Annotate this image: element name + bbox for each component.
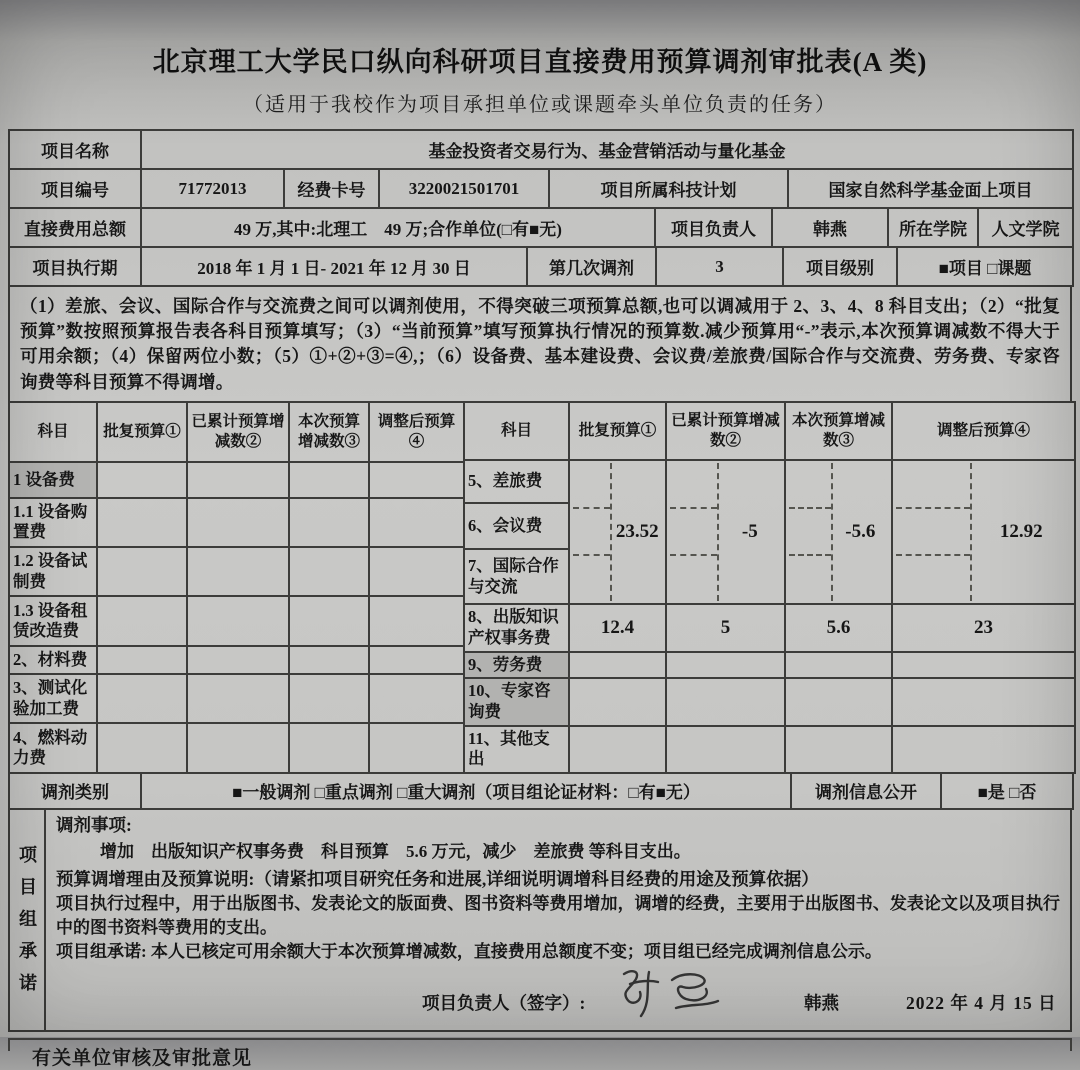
pi-label: 项目负责人 xyxy=(655,208,772,247)
empty-budget-cell xyxy=(187,462,289,497)
empty-budget-cell xyxy=(187,723,289,772)
value-accumulated: 5 xyxy=(666,604,785,652)
level-checkboxes: ■项目 □课题 xyxy=(897,247,1073,286)
info-row-project-no xyxy=(8,168,1074,209)
subject-cell: 10、专家咨询费 xyxy=(464,678,569,725)
adjust-info-public-checkboxes: ■是 □否 xyxy=(941,773,1073,809)
empty-budget-cell xyxy=(187,547,289,596)
table-row xyxy=(9,723,464,772)
info-row-project-name xyxy=(8,129,1074,170)
dashed-row-dividers xyxy=(670,463,719,601)
sign-label: 项目负责人（签字）: xyxy=(422,993,586,1014)
header-subject: 科目 xyxy=(464,402,569,460)
form-title: 北京理工大学民口纵向科研项目直接费用预算调剂审批表(A 类) xyxy=(152,47,928,77)
fund-card-label: 经费卡号 xyxy=(284,169,379,208)
handwritten-signature xyxy=(606,964,756,1022)
pi-value: 韩燕 xyxy=(772,208,888,247)
header-current: 本次预算增减数③ xyxy=(785,402,892,460)
value-adjusted: 12.92 xyxy=(999,520,1043,542)
commitment-body xyxy=(46,810,1070,1030)
empty-budget-cell xyxy=(369,462,464,497)
subject-cell: 9、劳务费 xyxy=(464,652,569,679)
next-section-heading: 有关单位审核及审批意见 xyxy=(32,1047,253,1069)
empty-budget-cell xyxy=(369,674,464,723)
merged-value-cell xyxy=(785,460,892,604)
table-row xyxy=(9,773,1073,809)
empty-budget-cell xyxy=(289,646,369,674)
adjust-matter-text: 增加 出版知识产权事务费 科目预算 5.6 万元，减少 差旅费 等科目支出。 xyxy=(100,841,691,861)
reason-text: 项目执行过程中，用于出版图书、发表论文的版面费、图书资料等费用增加，调增的经费，主要用于出版图书、发表论文以及项目执行中的图书资料等费用的支出。 xyxy=(56,893,1060,937)
form-subtitle: （适用于我校作为项目承担单位或课题牵头单位负责的任务） xyxy=(243,94,837,116)
table-header-row xyxy=(9,402,464,463)
subject-cell: 8、出版知识产权事务费 xyxy=(464,604,569,652)
empty-budget-cell xyxy=(289,498,369,547)
budget-table-right xyxy=(463,401,1076,774)
empty-budget-cell xyxy=(785,726,892,773)
adjust-times-label: 第几次调剂 xyxy=(527,247,656,286)
adjust-type-checkboxes: ■一般调剂 □重点调剂 □重大调剂（项目组论证材料：□有■无） xyxy=(141,773,791,809)
header-current: 本次预算增减数③ xyxy=(289,402,369,463)
header-approved: 批复预算① xyxy=(569,402,666,460)
empty-budget-cell xyxy=(785,678,892,725)
program-value: 国家自然科学基金面上项目 xyxy=(788,169,1073,208)
project-name-label: 项目名称 xyxy=(9,130,141,169)
table-row xyxy=(9,208,1073,247)
table-row xyxy=(9,247,1073,286)
empty-budget-cell xyxy=(569,726,666,773)
dashed-row-dividers xyxy=(573,463,612,601)
empty-budget-cell xyxy=(892,726,1075,773)
empty-budget-cell xyxy=(289,547,369,596)
budget-table-section xyxy=(8,401,1072,774)
subject-cell: 3、测试化验加工费 xyxy=(9,674,97,723)
subject-cell: 1.3 设备租赁改造费 xyxy=(9,596,97,646)
budget-table-left xyxy=(8,401,465,774)
reason-heading: 预算调增理由及预算说明:（请紧扣项目研究任务和进展,详细说明调增科目经费的用途及预算依据） xyxy=(56,868,819,889)
empty-budget-cell xyxy=(187,674,289,723)
merged-value-cell xyxy=(666,460,785,604)
commitment-section xyxy=(8,808,1072,1032)
header-accumulated: 已累计预算增减数② xyxy=(666,402,785,460)
empty-budget-cell xyxy=(289,723,369,772)
project-no-label: 项目编号 xyxy=(9,169,141,208)
value-approved: 12.4 xyxy=(569,604,666,652)
table-row xyxy=(9,130,1073,169)
adjust-times-value: 3 xyxy=(656,247,783,286)
merged-value-cell xyxy=(569,460,666,604)
empty-budget-cell xyxy=(97,547,187,596)
period-value: 2018 年 1 月 1 日- 2021 年 12 月 30 日 xyxy=(141,247,527,286)
table-row xyxy=(9,547,464,596)
header-adjusted: 调整后预算④ xyxy=(369,402,464,463)
table-row xyxy=(464,678,1075,725)
empty-budget-cell xyxy=(97,674,187,723)
subject-cell: 1 设备费 xyxy=(9,462,97,497)
promise-line xyxy=(56,940,1060,964)
sign-date: 2022 年 4 月 15 日 xyxy=(906,993,1057,1014)
direct-cost-label: 直接费用总额 xyxy=(9,208,141,247)
signer-name: 韩燕 xyxy=(804,993,839,1014)
value-approved: 23.52 xyxy=(615,520,659,542)
empty-budget-cell xyxy=(666,726,785,773)
school-value: 人文学院 xyxy=(978,208,1073,247)
empty-budget-cell xyxy=(97,723,187,772)
school-label: 所在学院 xyxy=(888,208,978,247)
project-name-value: 基金投资者交易行为、基金营销活动与量化基金 xyxy=(141,130,1073,169)
project-no-value: 71772013 xyxy=(141,169,284,208)
table-header-row xyxy=(464,402,1075,460)
empty-budget-cell xyxy=(892,652,1075,679)
subject-cell: 1.2 设备试制费 xyxy=(9,547,97,596)
table-row xyxy=(9,596,464,646)
empty-budget-cell xyxy=(569,678,666,725)
empty-budget-cell xyxy=(369,646,464,674)
empty-budget-cell xyxy=(187,498,289,547)
empty-budget-cell xyxy=(569,652,666,679)
commitment-side-label: 项目组承诺 xyxy=(17,844,37,1005)
table-row xyxy=(9,646,464,674)
info-row-direct-cost xyxy=(8,207,1074,248)
subject-cell: 1.1 设备购置费 xyxy=(9,498,97,547)
table-row xyxy=(9,674,464,723)
signature-row xyxy=(46,966,1070,1024)
value-accumulated: -5 xyxy=(741,520,758,542)
header-accumulated: 已累计预算增减数② xyxy=(187,402,289,463)
empty-budget-cell xyxy=(97,462,187,497)
empty-budget-cell xyxy=(187,646,289,674)
empty-budget-cell xyxy=(369,498,464,547)
empty-budget-cell xyxy=(97,596,187,646)
table-row xyxy=(9,462,464,497)
empty-budget-cell xyxy=(666,678,785,725)
empty-budget-cell xyxy=(892,678,1075,725)
empty-budget-cell xyxy=(289,674,369,723)
empty-budget-cell xyxy=(187,596,289,646)
empty-budget-cell xyxy=(97,498,187,547)
level-label: 项目级别 xyxy=(783,247,897,286)
adjust-type-label: 调剂类别 xyxy=(9,773,141,809)
commitment-side-label-cell xyxy=(10,810,46,1030)
header-adjusted: 调整后预算④ xyxy=(892,402,1075,460)
dashed-row-dividers xyxy=(789,463,833,601)
fund-card-value: 3220021501701 xyxy=(379,169,549,208)
promise-text: 本人已核定可用余额大于本次预算增减数，直接费用总额度不变；项目组已经完成调剂信息公示。 xyxy=(150,941,882,961)
dashed-row-dividers xyxy=(896,463,972,601)
empty-budget-cell xyxy=(785,652,892,679)
subject-cell: 4、燃料动力费 xyxy=(9,723,97,772)
table-row xyxy=(464,460,1075,503)
value-adjusted: 23 xyxy=(892,604,1075,652)
table-row xyxy=(464,726,1075,773)
empty-budget-cell xyxy=(369,596,464,646)
empty-budget-cell xyxy=(289,462,369,497)
value-current: 5.6 xyxy=(785,604,892,652)
adjust-matter-heading: 调剂事项: xyxy=(56,814,132,835)
table-row xyxy=(464,652,1075,679)
empty-budget-cell xyxy=(666,652,785,679)
table-row xyxy=(464,604,1075,652)
subject-cell: 6、会议费 xyxy=(464,503,569,550)
table-row xyxy=(9,169,1073,208)
direct-cost-value: 49 万,其中:北理工 49 万;合作单位(□有■无) xyxy=(141,208,655,247)
period-label: 项目执行期 xyxy=(9,247,141,286)
header-approved: 批复预算① xyxy=(97,402,187,463)
next-section-cutoff xyxy=(8,1038,1072,1069)
header-subject: 科目 xyxy=(9,402,97,463)
empty-budget-cell xyxy=(289,596,369,646)
table-row xyxy=(9,498,464,547)
instructions-paragraph: （1）差旅、会议、国际合作与交流费之间可以调剂使用，不得突破三项预算总额,也可以调减用于 2、3、4、8 科目支出；（2）“批复预算”数按照预算报告表各科目预算填写；（3）“当前预算”填写预算执行情况的预算数.减少预算用“-”表示,本次预算调减数不得大于可用余额；（4）保留两位小数；（5）①+②+③=④,；（6）设备费、基本建设费、会议费/差旅费/国际合作与交流费、劳务费、专家咨询费等科目预算不得调增。 xyxy=(8,285,1072,403)
empty-budget-cell xyxy=(369,547,464,596)
merged-value-cell xyxy=(892,460,1075,604)
subject-cell: 2、材料费 xyxy=(9,646,97,674)
subject-cell: 11、其他支出 xyxy=(464,726,569,773)
adjust-type-row xyxy=(8,772,1074,810)
value-current: -5.6 xyxy=(845,520,876,542)
empty-budget-cell xyxy=(97,646,187,674)
subject-cell: 5、差旅费 xyxy=(464,460,569,503)
promise-heading: 项目组承诺: xyxy=(56,941,147,961)
subject-cell: 7、国际合作与交流 xyxy=(464,549,569,603)
info-row-period xyxy=(8,246,1074,287)
program-label: 项目所属科技计划 xyxy=(549,169,788,208)
adjust-info-public-label: 调剂信息公开 xyxy=(791,773,941,809)
empty-budget-cell xyxy=(369,723,464,772)
